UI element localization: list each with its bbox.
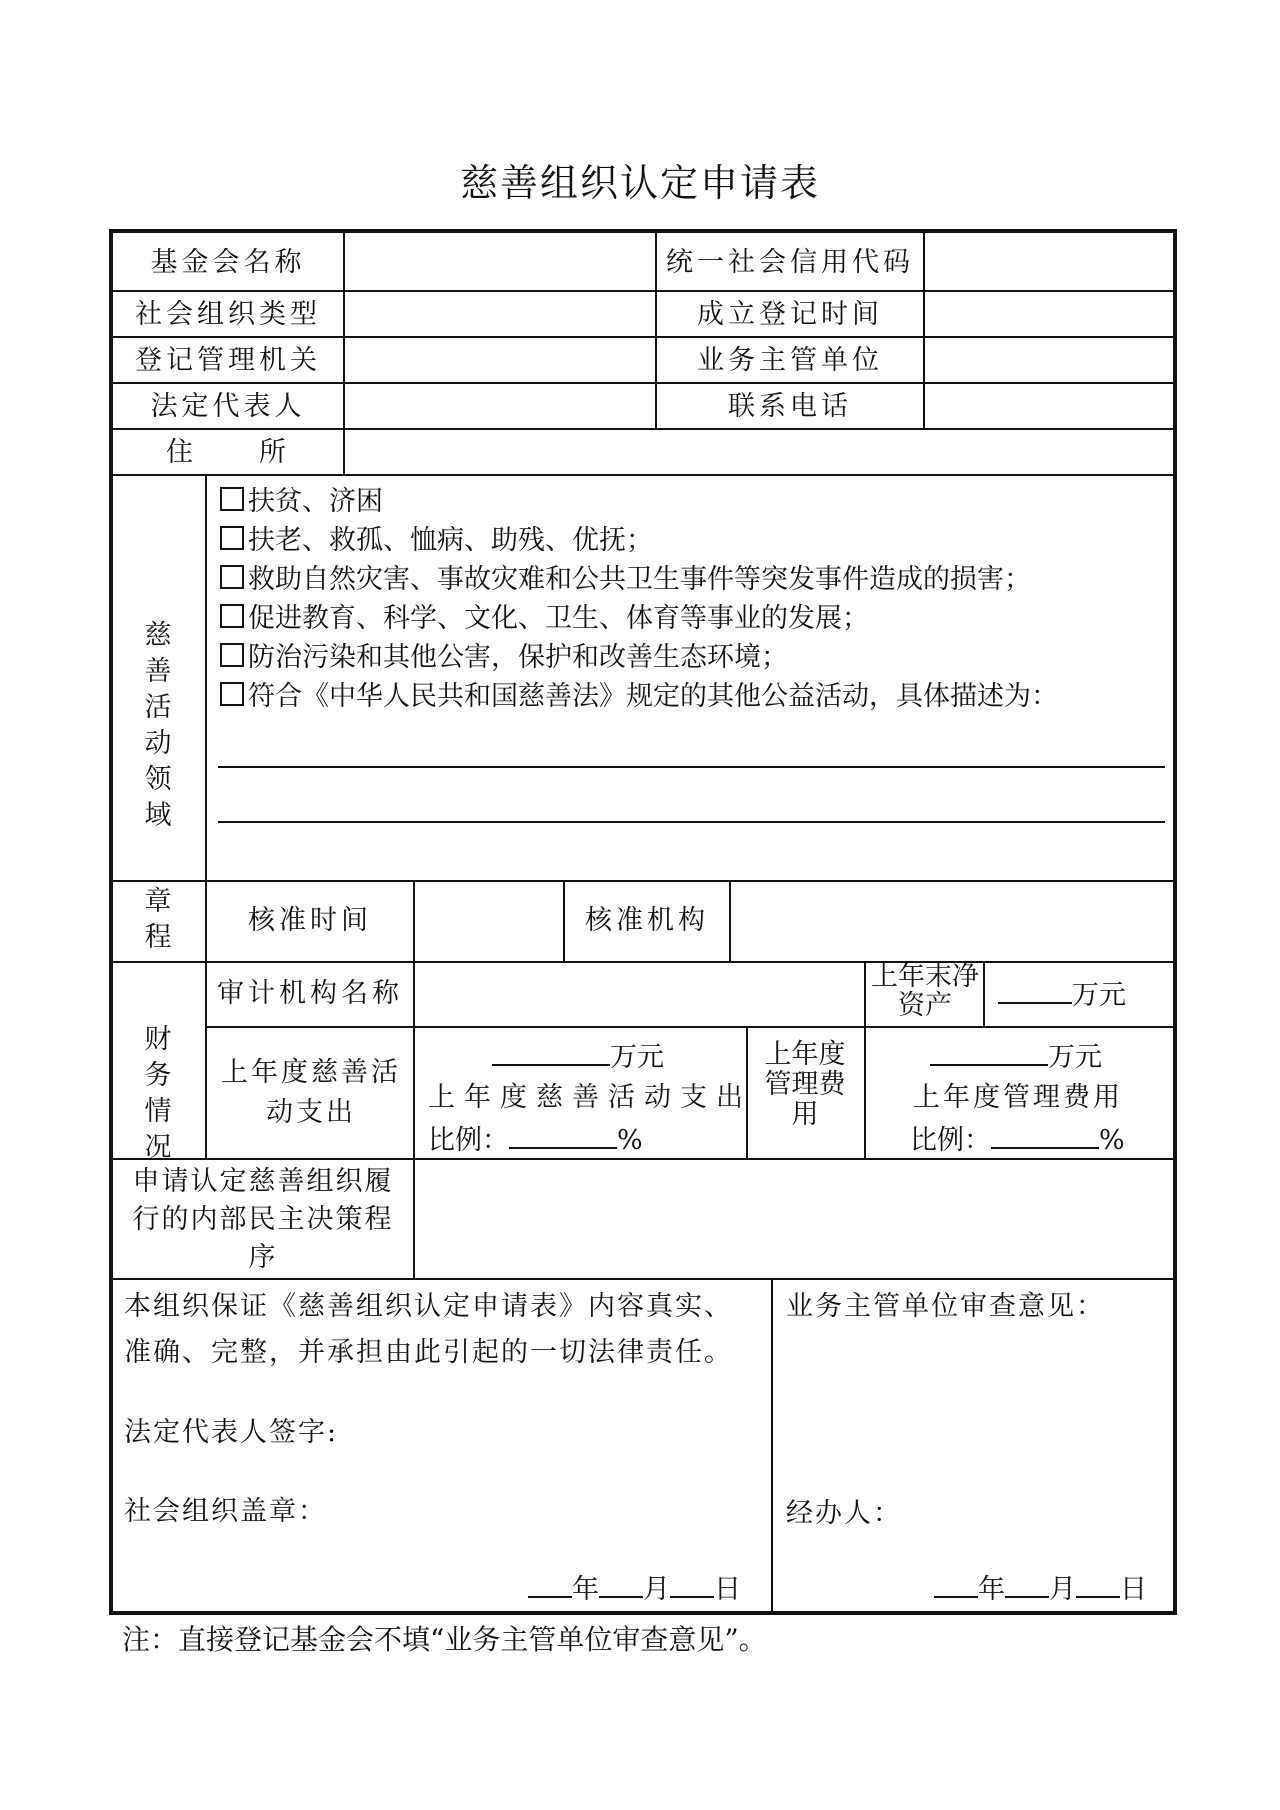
description-line[interactable] [218, 766, 1165, 768]
charter-label: 章程 [144, 886, 172, 953]
charity-expense-label: 上年度慈善活动支出 [221, 1057, 401, 1128]
net-assets-value[interactable]: 万元 [998, 976, 1126, 1014]
row-divider [111, 880, 1175, 882]
supervisor-label: 业务主管单位 [697, 345, 883, 376]
reg-authority-label: 登记管理机关 [135, 345, 321, 376]
seal-label: 社会组织盖章： [124, 1496, 327, 1527]
row-divider [111, 961, 1175, 963]
address-label: 住 所 [166, 437, 290, 468]
mgmt-fee-value[interactable]: 万元 [930, 1038, 1102, 1076]
col-divider [413, 880, 415, 1158]
col-divider [771, 1278, 773, 1613]
legal-rep-field[interactable] [346, 385, 654, 427]
row-divider [111, 290, 1175, 292]
form-title: 慈善组织认定申请表 [459, 161, 820, 205]
procedure-field[interactable] [416, 1161, 1174, 1277]
option-poverty[interactable]: 扶贫、济困 [220, 479, 383, 518]
reg-authority-field[interactable] [346, 339, 654, 381]
charity-ratio-value[interactable]: 比例： % [428, 1121, 643, 1159]
handler-label: 经办人： [786, 1498, 902, 1529]
declaration-date[interactable]: 年 月 日 [528, 1570, 741, 1608]
option-other[interactable]: 符合《中华人民共和国慈善法》规定的其他公益活动，具体描述为： [220, 674, 1058, 713]
charity-expense-value[interactable]: 万元 [492, 1038, 664, 1076]
mgmt-fee-label: 上年度管理费用 [764, 1039, 846, 1130]
finance-label: 财务情况 [144, 1024, 172, 1163]
footnote: 注：直接登记基金会不填“业务主管单位审查意见”。 [122, 1623, 767, 1656]
col-divider [343, 231, 345, 476]
row-divider [111, 1278, 1175, 1280]
procedure-label: 申请认定慈善组织履行的内部民主决策程序 [132, 1166, 394, 1273]
approve-time-field[interactable] [416, 883, 562, 960]
col-divider [864, 1026, 866, 1160]
row-divider [111, 428, 1175, 430]
credit-code-field[interactable] [926, 232, 1174, 289]
reg-time-label: 成立登记时间 [697, 299, 883, 330]
col-divider [864, 961, 866, 1028]
legal-rep-label: 法定代表人 [150, 391, 306, 422]
mgmt-ratio-value[interactable]: 比例： % [910, 1121, 1125, 1159]
supervisor-field[interactable] [926, 339, 1174, 381]
option-disaster[interactable]: 救助自然灾害、事故灾难和公共卫生事件等突发事件造成的损害； [220, 557, 1031, 596]
phone-field[interactable] [926, 385, 1174, 427]
checkbox-icon[interactable] [220, 643, 244, 667]
signature-label: 法定代表人签字: [124, 1417, 339, 1448]
option-elderly[interactable]: 扶老、救孤、恤病、助残、优抚； [220, 518, 653, 557]
audit-org-field[interactable] [416, 964, 862, 1025]
checkbox-icon[interactable] [220, 526, 244, 550]
option-environment[interactable]: 防治污染和其他公害，保护和改善生态环境； [220, 635, 788, 674]
mgmt-ratio-label: 上年度管理费用 [913, 1082, 1123, 1113]
review-opinion-label: 业务主管单位审查意见： [786, 1291, 1105, 1322]
phone-label: 联系电话 [728, 391, 852, 422]
address-field[interactable] [346, 431, 1174, 473]
review-date[interactable]: 年 月 日 [934, 1570, 1147, 1608]
checkbox-icon[interactable] [220, 682, 244, 706]
declaration-line-1: 本组织保证《慈善组织认定申请表》内容真实、 [124, 1291, 733, 1322]
name-field[interactable] [346, 232, 654, 289]
declaration-line-2: 准确、完整，并承担由此引起的一切法律责任。 [124, 1337, 733, 1368]
col-divider [413, 1158, 415, 1280]
option-education[interactable]: 促进教育、科学、文化、卫生、体育等事业的发展； [220, 596, 869, 635]
row-divider [111, 474, 1175, 476]
audit-org-label: 审计机构名称 [217, 978, 403, 1009]
col-divider [983, 961, 985, 1028]
area-label: 慈善活动领域 [144, 620, 172, 831]
description-line[interactable] [218, 821, 1165, 823]
col-divider [205, 474, 207, 1160]
approve-org-label: 核准机构 [585, 905, 709, 936]
credit-code-label: 统一社会信用代码 [666, 247, 914, 278]
col-divider [923, 231, 925, 430]
checkbox-icon[interactable] [220, 565, 244, 589]
reg-time-field[interactable] [926, 293, 1174, 335]
row-divider [205, 1026, 1175, 1028]
approve-org-field[interactable] [732, 883, 1174, 960]
org-type-field[interactable] [346, 293, 654, 335]
checkbox-icon[interactable] [220, 604, 244, 628]
net-assets-label: 上年末净资产 [871, 961, 979, 1021]
approve-time-label: 核准时间 [248, 905, 372, 936]
row-divider [111, 382, 1175, 384]
checkbox-icon[interactable] [220, 487, 244, 511]
charity-ratio-label: 上年度慈善活动支出 [428, 1082, 752, 1113]
col-divider [729, 880, 731, 962]
org-type-label: 社会组织类型 [135, 299, 321, 330]
name-label: 基金会名称 [150, 247, 306, 278]
row-divider [111, 336, 1175, 338]
